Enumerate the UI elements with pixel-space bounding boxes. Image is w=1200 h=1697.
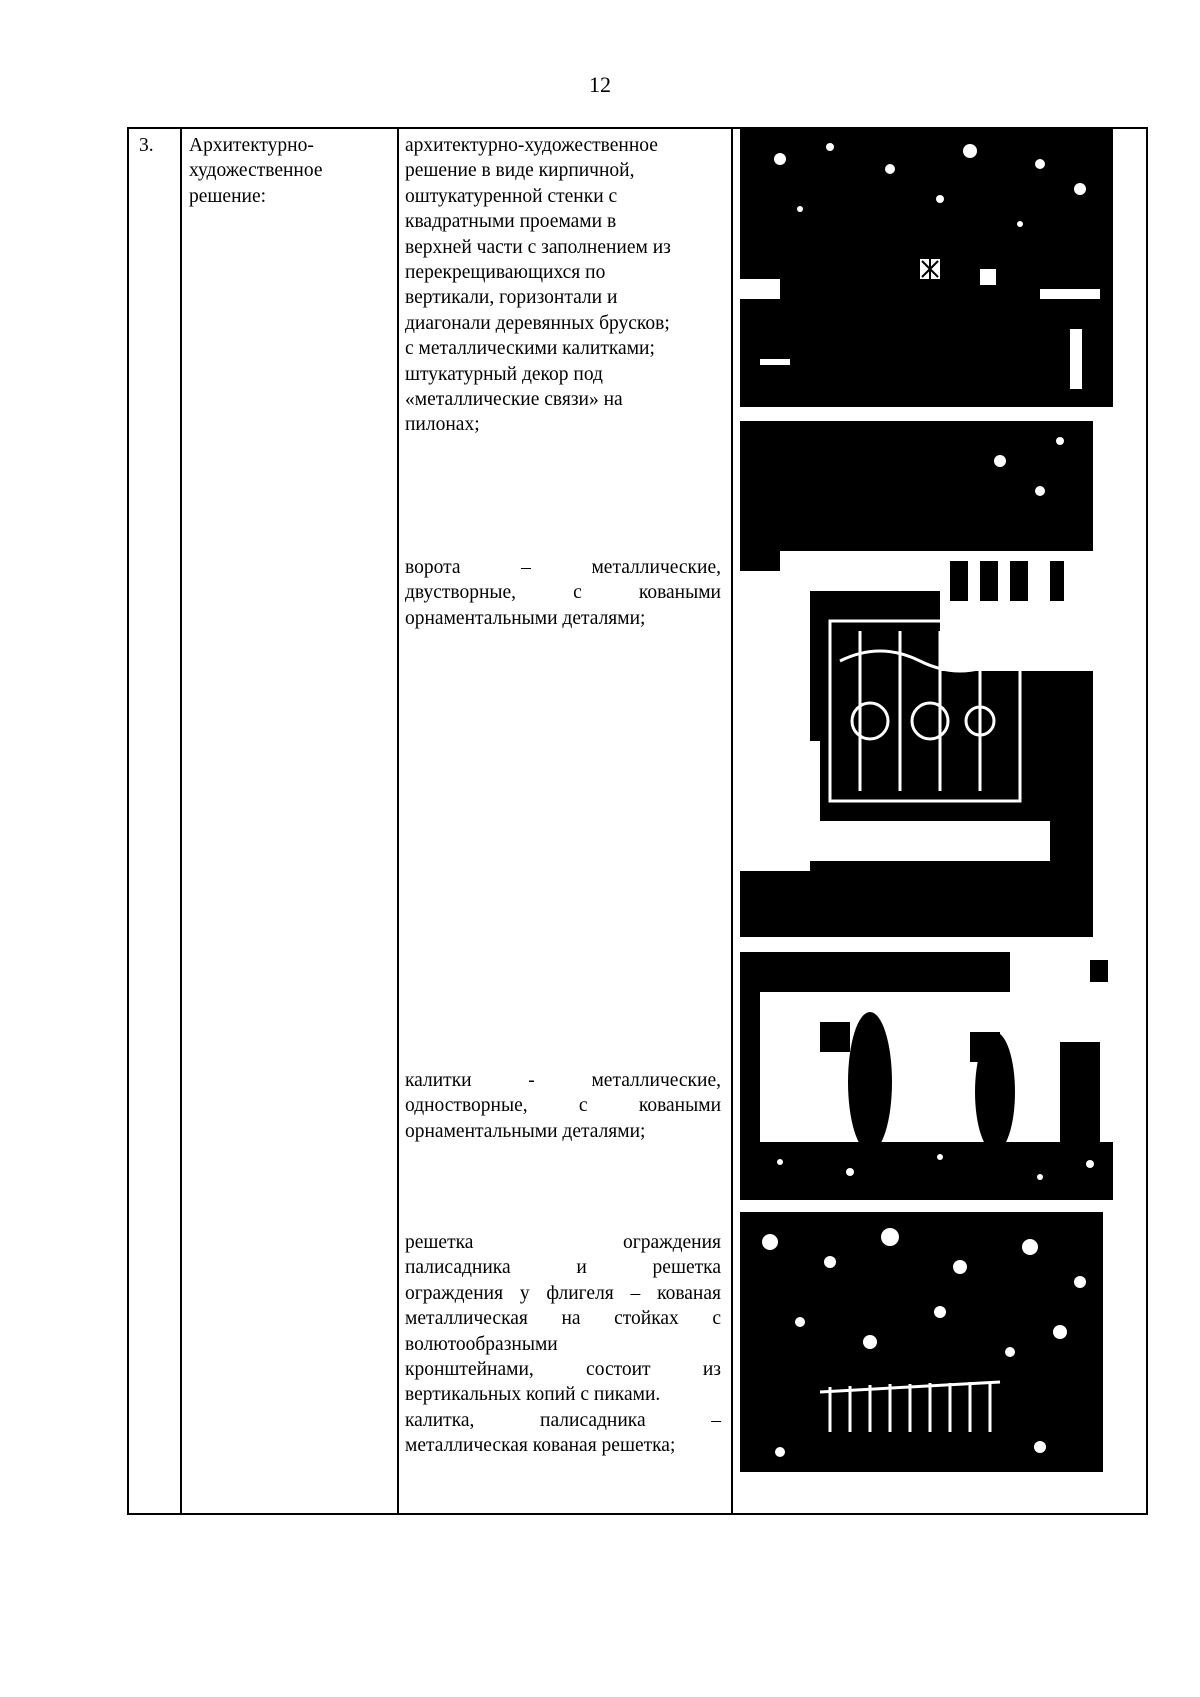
text-line: палисадника и решетка	[405, 1257, 721, 1279]
wall-photo	[740, 129, 1113, 407]
text-line: металлическая кованая решетка;	[405, 1435, 676, 1457]
wickets-photo	[740, 952, 1113, 1200]
text-line: двустворные, с коваными	[405, 582, 721, 604]
text-line: калитки - металлические,	[405, 1070, 721, 1091]
column-divider	[397, 129, 399, 1513]
text-line: одностворные, с коваными	[405, 1095, 721, 1117]
monument-elements-table	[127, 127, 1148, 1515]
text-line: вертикали, горизонтали и	[405, 287, 618, 309]
text-line: металлическая на стойках с	[405, 1308, 721, 1330]
gates-description	[405, 555, 721, 631]
text-line: решение в виде кирпичной,	[405, 160, 635, 182]
text-line: ворота – металлические,	[405, 557, 721, 578]
row-number: 3.	[139, 135, 154, 156]
text-line: пилонах;	[405, 414, 480, 436]
text-line: ограждения у флигеля – кованая	[405, 1282, 721, 1304]
gates-photo	[740, 421, 1093, 937]
text-line: верхней части с заполнением из	[405, 236, 671, 258]
wickets-description	[405, 1068, 721, 1144]
column-divider	[731, 129, 733, 1513]
wall-description	[405, 133, 721, 438]
text-line: калитка, палисадника –	[405, 1409, 721, 1431]
text-line: решетка ограждения	[405, 1232, 721, 1253]
text-line: волютообразными	[405, 1333, 558, 1355]
text-line: квадратными проемами в	[405, 211, 617, 233]
row-name: Архитектурно-художественное решение:	[189, 135, 323, 207]
text-line: штукатурный декор под	[405, 363, 603, 385]
text-line: перекрещивающихся по	[405, 262, 606, 284]
page-number: 12	[589, 72, 611, 97]
text-line: кронштейнами, состоит из	[405, 1359, 721, 1381]
fence-photo	[740, 1212, 1103, 1472]
text-line: с металлическими калитками;	[405, 338, 655, 360]
text-line: оштукатуренной стенки с	[405, 185, 618, 207]
text-line: орнаментальными деталями;	[405, 607, 646, 629]
text-line: вертикальных копий с пиками.	[405, 1384, 661, 1406]
fence-description	[405, 1230, 721, 1459]
text-line: орнаментальными деталями;	[405, 1120, 646, 1142]
text-line: архитектурно-художественное	[405, 135, 658, 156]
text-line: «металлические связи» на	[405, 389, 623, 411]
text-line: диагонали деревянных брусков;	[405, 312, 670, 334]
column-divider	[180, 129, 182, 1513]
